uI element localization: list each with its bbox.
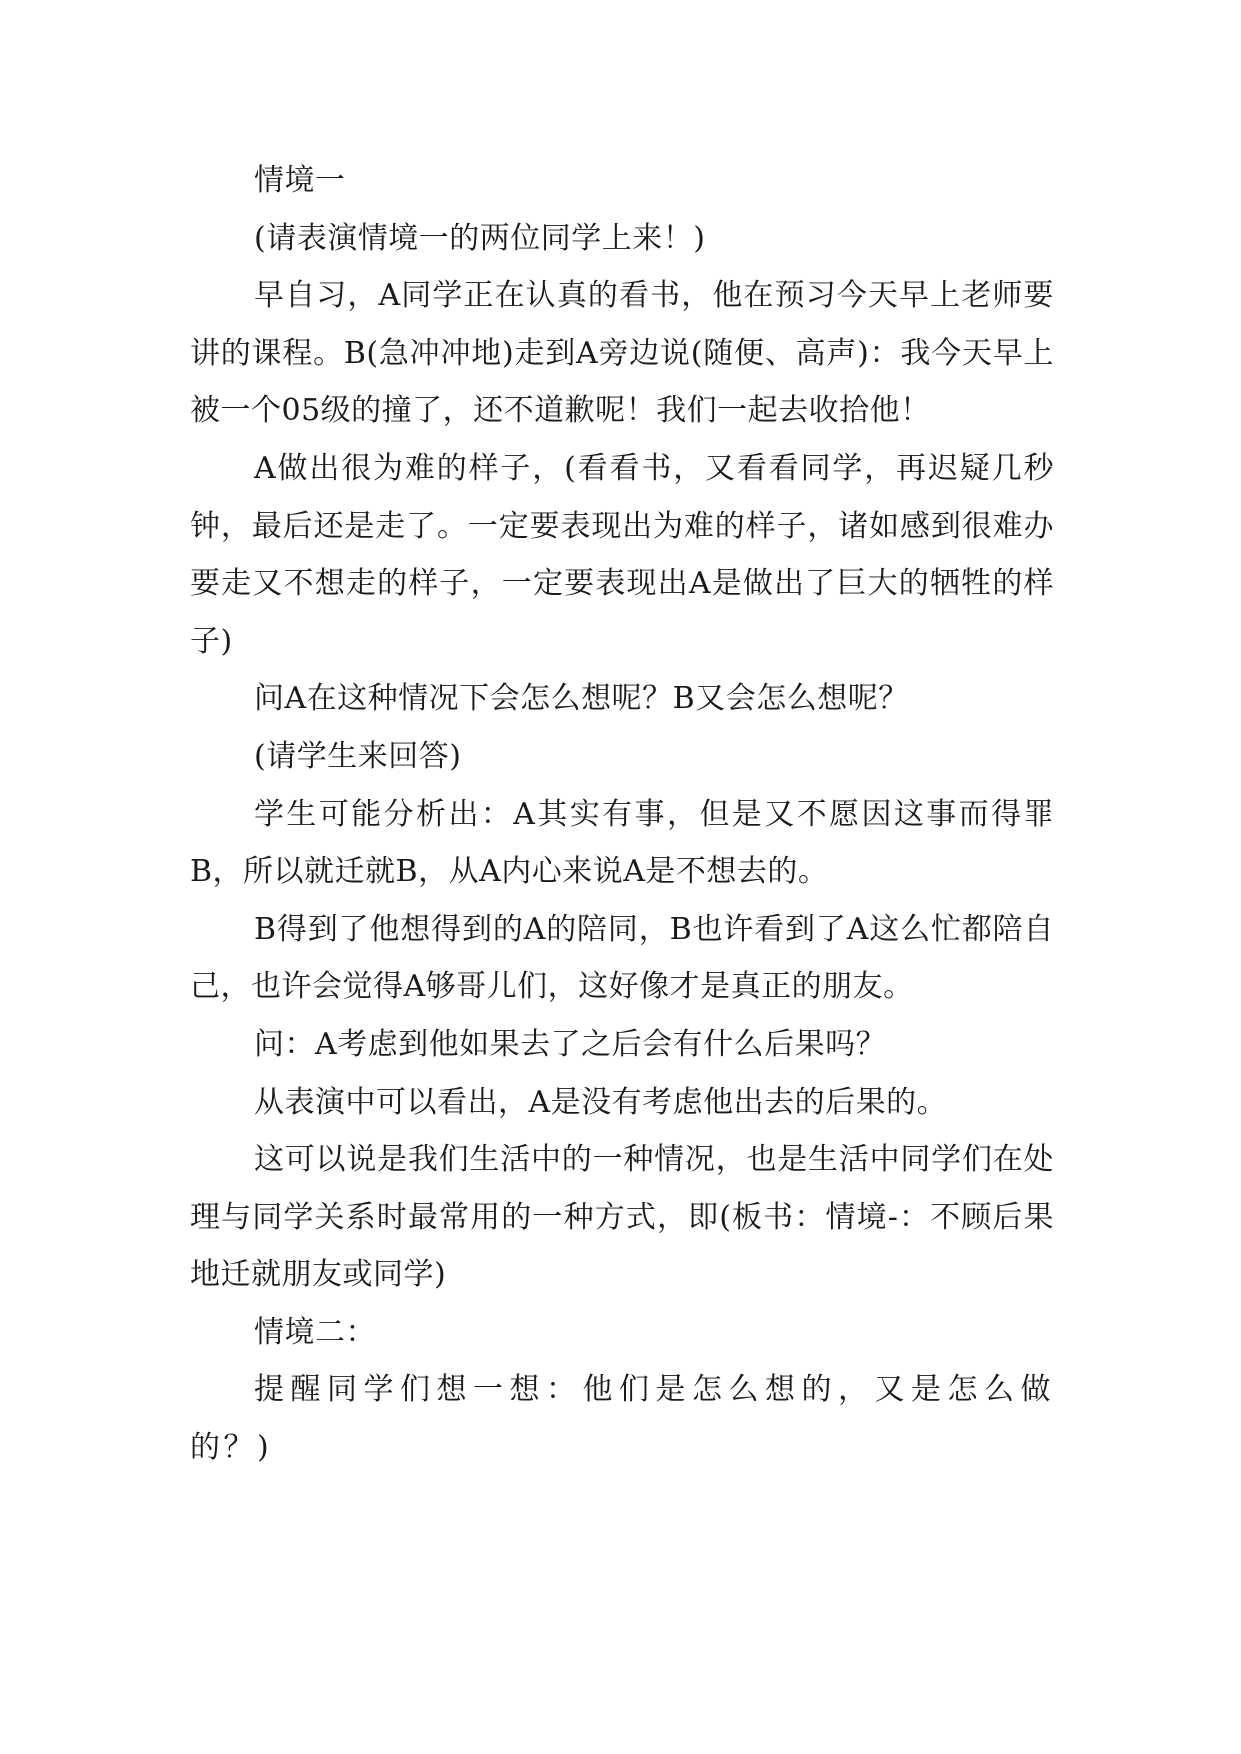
paragraph: B得到了他想得到的A的陪同，B也许看到了A这么忙都陪自己，也许会觉得A够哥儿们，这好像才是真正的朋友。: [190, 911, 1054, 1005]
scenario-one-heading: 情境一: [254, 163, 346, 198]
paragraph: 提醒同学们想一想：他们是怎么想的，又是怎么做的？): [190, 1372, 1054, 1466]
paragraph: 学生可能分析出：A其实有事，但是又不愿因这事而得罪B，所以就迁就B，从A内心来说A是不想去的。: [190, 796, 1054, 890]
question: 问A在这种情况下会怎么想呢？B又会怎么想呢？: [254, 681, 909, 717]
stage-direction: (请学生来回答): [254, 738, 462, 774]
paragraph: 这可以说是我们生活中的一种情况，也是生活中同学们在处理与同学关系时最常用的一种方式，即(板书：情境-：不顾后果地迁就朋友或同学): [190, 1142, 1054, 1293]
document-body: [190, 152, 1054, 1477]
scenario-two-heading: 情境二：: [254, 1314, 376, 1350]
paragraph: 早自习，A同学正在认真的看书，他在预习今天早上老师要讲的课程。B(急冲冲地)走到A旁边说(随便、高声)：我今天早上被一个05级的撞了，还不道歉呢！我们一起去收拾他！: [190, 278, 1054, 429]
question: 问：A考虑到他如果去了之后会有什么后果吗？: [254, 1026, 887, 1062]
paragraph: 从表演中可以看出，A是没有考虑他出去的后果的。: [254, 1084, 948, 1120]
paragraph: A做出很为难的样子，(看看书，又看看同学，再迟疑几秒钟，最后还是走了。一定要表现出为难的样子，诸如感到很难办要走又不想走的样子，一定要表现出A是做出了巨大的牺牲的样子): [190, 450, 1054, 659]
stage-direction: (请表演情境一的两位同学上来！): [254, 220, 706, 256]
